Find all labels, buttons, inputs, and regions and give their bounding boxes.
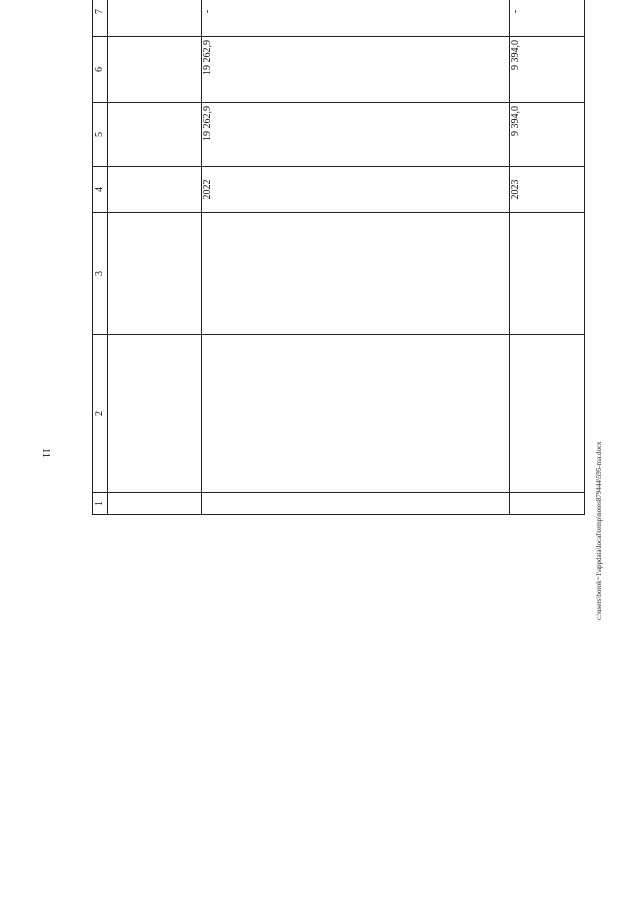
column-header: 7 [93,0,108,37]
table-row [202,0,510,515]
column-header: 1 [93,493,108,515]
table-cell [108,335,202,493]
table-cell [510,335,585,493]
table-cell [202,493,510,515]
table-cell-dash: - [202,0,510,37]
column-header: 6 [93,37,108,103]
file-path-footer: c:\users\borok~1\appdata\local\temp\notes879444\595-ma.docx [595,441,603,620]
table-cell-amount: 9 394,0 [510,37,585,103]
column-header: 2 [93,335,108,493]
page-number: 11 [40,448,51,458]
table-cell [510,213,585,335]
table-cell [108,493,202,515]
table-cell-year: 2023 [510,167,585,213]
budget-table [92,0,585,515]
header-row [93,0,108,515]
column-header: 5 [93,103,108,167]
table-cell-amount: 9 394,0 [510,103,585,167]
table-cell-year: 2022 [202,167,510,213]
table-row [510,0,585,515]
table-cell [108,167,202,213]
table-cell [202,213,510,335]
column-header: 3 [93,213,108,335]
table-cell [108,103,202,167]
table-row [108,0,202,515]
table-cell [108,0,202,37]
table-cell [202,335,510,493]
table-wrapper [92,9,585,882]
table-cell [108,213,202,335]
table-cell [108,37,202,103]
table-cell-amount: 19 262,9 [202,37,510,103]
column-header: 4 [93,167,108,213]
table-cell [510,493,585,515]
table-cell-dash: - [510,0,585,37]
table-cell-amount: 19 262,9 [202,103,510,167]
